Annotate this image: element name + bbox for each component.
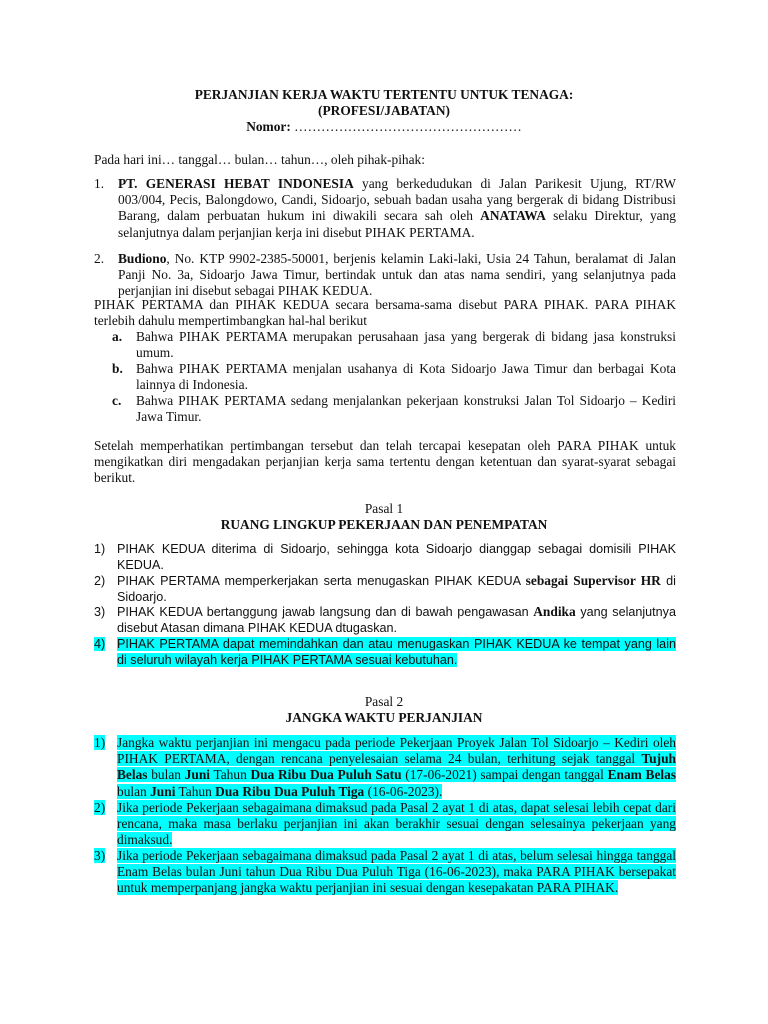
- p2i1-bold-6: Dua Ribu Dua Puluh Tiga: [215, 783, 365, 799]
- party-2: [118, 251, 676, 300]
- pasal-1-item-2: [117, 573, 676, 605]
- pasal-2-item-2-number-text: 2): [94, 800, 106, 815]
- pasal-1-item-2-number: 2): [94, 574, 106, 588]
- pasal-2-item-1-content: [117, 735, 676, 799]
- p2i1-bold-5: Juni: [150, 783, 176, 799]
- doc-title: PERJANJIAN KERJA WAKTU TERTENTU UNTUK TENAGA:: [194, 87, 574, 102]
- consideration-c-number: c.: [112, 393, 122, 408]
- pasal-1-item-4-number: [94, 636, 105, 652]
- party-2-name: Budiono: [118, 251, 167, 266]
- pasal-2-item-3-number-text: 3): [94, 848, 106, 863]
- p2i1-text-6: Tahun: [175, 783, 216, 799]
- pasal-1-item-4: [117, 636, 676, 668]
- party-1-text-a: yang berkedudukan di Jalan Parikesit Ujung, RT/RW 003/004, Pecis, Balongdowo, Candi, Sidoarjo, sebuah badan usaha yang bergerak di bidang Distribusi Barang, dalam perbuatan hukum ini diwakili secara sah oleh: [118, 176, 676, 224]
- doc-number: [0, 119, 768, 135]
- p2i1-text-3: Tahun: [210, 767, 251, 783]
- doc-subtitle: (PROFESI/JABATAN): [318, 103, 450, 119]
- pasal-2-header: [0, 694, 768, 726]
- consideration-a: Bahwa PIHAK PERTAMA merupakan perusahaan jasa yang bergerak di bidang jasa konstruksi umum.: [136, 329, 676, 361]
- consideration-c: Bahwa PIHAK PERTAMA sedang menjalankan pekerjaan konstruksi Jalan Tol Sidoarjo – Kediri Jawa Timur.: [136, 393, 676, 425]
- pasal-1-item-4-text: PIHAK PERTAMA dapat memindahkan dan atau menugaskan PIHAK KEDUA ke tempat yang lain di seluruh wilayah kerja PIHAK PERTAMA sesuai kebutuhan.: [117, 637, 676, 667]
- pasal-1-item-3-text-a: PIHAK KEDUA bertanggung jawab langsung dan di bawah pengawasan: [117, 605, 534, 619]
- consideration-b-number: b.: [112, 361, 123, 376]
- nomor-dots: ……………………………………………: [294, 119, 522, 135]
- p2i1-text-4: (17-06-2021) sampai dengan tanggal: [401, 767, 608, 783]
- party-2-number: 2.: [94, 251, 105, 266]
- agreement-intro: Setelah memperhatikan pertimbangan tersebut dan telah tercapai kesepatan oleh PARA PIHAK untuk mengikatkan diri mengadakan perjanjian kerja sama tertentu dengan ketentuan dan syarat-syarat sebagai berikut.: [94, 438, 676, 486]
- party-1: [118, 176, 676, 241]
- pasal-2-heading: JANGKA WAKTU PERJANJIAN: [285, 710, 483, 726]
- pasal-2-item-1-number-text: 1): [94, 735, 106, 750]
- pasal-2-item-1: [117, 735, 676, 800]
- p2i1-bold-3: Dua Ribu Dua Puluh Satu: [250, 767, 402, 783]
- p2i1-bold-1: Tujuh Belas: [117, 751, 676, 783]
- pasal-1-item-2-text-a: PIHAK PERTAMA memperkerjakan serta menugaskan PIHAK KEDUA: [117, 574, 526, 588]
- consideration-a-number: a.: [112, 329, 123, 344]
- pasal-1-item-2-bold: sebagai Supervisor HR: [525, 573, 661, 588]
- pasal-1-item-3-bold: Andika: [533, 604, 576, 619]
- p2i1-text-1: Jangka waktu perjanjian ini mengacu pada periode Pekerjaan Proyek Jalan Tol Sidoarjo – Kediri oleh PIHAK PERTAMA, dengan rencana penyelesaian selama 24 bulan, terhitung sejak tanggal: [117, 735, 676, 767]
- party-1-name: PT. GENERASI HEBAT INDONESIA: [118, 176, 354, 191]
- p2i1-bold-4: Enam Belas: [607, 767, 677, 783]
- p2i1-text-5: bulan: [117, 783, 151, 799]
- pasal-2-item-2: [117, 800, 676, 849]
- title-block: [0, 87, 768, 136]
- party-1-text-b: selaku Direktur, yang selanjutnya dalam perjanjian kerja ini disebut PIHAK PERTAMA.: [118, 208, 676, 240]
- p2i1-text-2: bulan: [147, 767, 185, 783]
- pasal-2-item-3-number: [94, 848, 105, 864]
- party-2-text: , No. KTP 9902-2385-50001, berjenis kelamin Laki-laki, Usia 24 Tahun, beralamat di Jalan Panji No. 3a, Sidoarjo Jawa Timur, bertindak untuk dan atas nama sendiri, yang selanjutnya pada perjanjian ini disebut sebagai PIHAK KEDUA.: [118, 251, 676, 299]
- pasal-1-item-3-text-b: yang selanjutnya disebut Atasan dimana PIHAK KEDUA dtugaskan.: [117, 605, 676, 635]
- pasal-2-item-2-number: [94, 800, 105, 816]
- opening-line: Pada hari ini… tanggal… bulan… tahun…, oleh pihak-pihak:: [94, 152, 425, 167]
- nomor-label: Nomor:: [246, 119, 291, 135]
- pasal-1-item-1-number: 1): [94, 542, 106, 556]
- para-pihak-intro: PIHAK PERTAMA dan PIHAK KEDUA secara bersama-sama disebut PARA PIHAK. PARA PIHAK terlebih dahulu mempertimbangkan hal-hal berikut: [94, 297, 676, 329]
- pasal-1-item-4-number-text: 4): [94, 637, 106, 651]
- p2i1-text-7: (16-06-2023).: [364, 783, 443, 799]
- pasal-1-item-2-text-b: di Sidoarjo.: [117, 574, 676, 604]
- pasal-2-item-3: [117, 848, 676, 897]
- party-1-representative: ANATAWA: [480, 208, 546, 224]
- party-1-number: 1.: [94, 176, 105, 191]
- pasal-1-heading: RUANG LINGKUP PEKERJAAN DAN PENEMPATAN: [220, 517, 548, 533]
- p2i1-bold-2: Juni: [184, 767, 211, 783]
- consideration-b: Bahwa PIHAK PERTAMA menjalan usahanya di Kota Sidoarjo Jawa Timur dan berbagai Kota lainnya di Indonesia.: [136, 361, 676, 393]
- pasal-2-item-1-number: [94, 735, 105, 751]
- pasal-1-label: Pasal 1: [364, 501, 404, 516]
- pasal-2-item-3-text: Jika periode Pekerjaan sebagaimana dimaksud pada Pasal 2 ayat 1 di atas, belum selesai hingga tanggal Enam Belas bulan Juni tahun Dua Ribu Dua Puluh Tiga (16-06-2023), maka PARA PIHAK bersepakat untuk memperpanjang jangka waktu perjanjian ini sesuai dengan kesepakatan PARA PIHAK.: [117, 848, 676, 896]
- pasal-1-header: [0, 501, 768, 533]
- pasal-1-item-3-number: 3): [94, 605, 106, 619]
- pasal-2-label: Pasal 2: [364, 694, 404, 709]
- pasal-1-item-3: [117, 604, 676, 636]
- pasal-2-item-2-text: Jika periode Pekerjaan sebagaimana dimaksud pada Pasal 2 ayat 1 di atas, dapat selesai lebih cepat dari rencana, maka masa berlaku perjanjian ini akan berakhir sesuai dengan selesainya pekerjaan yang dimaksud.: [117, 800, 676, 848]
- pasal-1-item-1: PIHAK KEDUA diterima di Sidoarjo, sehingga kota Sidoarjo dianggap sebagai domisili PIHAK KEDUA.: [117, 542, 676, 572]
